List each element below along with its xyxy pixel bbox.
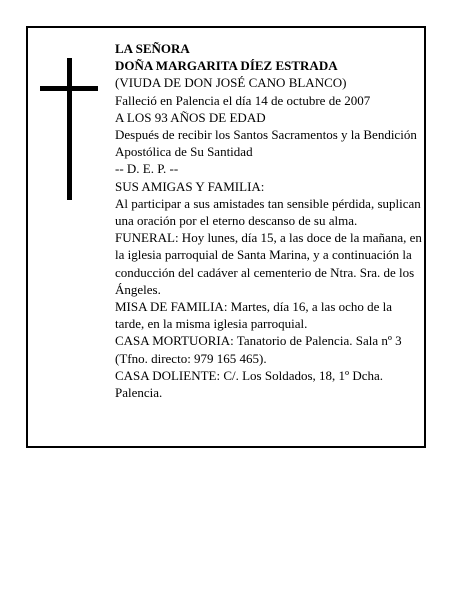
funeral-paragraph: FUNERAL: Hoy lunes, día 15, a las doce de la mañana, en la iglesia parroquial de Santa Marina, y a continuación la conducción del cadáver al cementerio de Ntra. Sra. de los Ángeles.: [115, 230, 422, 297]
obituary-text: [115, 40, 423, 401]
family-mass-paragraph: MISA DE FAMILIA: Martes, día 16, a las ocho de la tarde, en la misma iglesia parroquial.: [115, 299, 393, 332]
age-line: A LOS 93 AÑOS DE EDAD: [115, 109, 266, 125]
family-home-paragraph: CASA DOLIENTE: C/. Los Soldados, 18, 1º Dcha. Palencia.: [115, 367, 383, 401]
deceased-name: DOÑA MARGARITA DÍEZ ESTRADA: [115, 58, 338, 74]
cross-horizontal-bar: [40, 86, 98, 91]
rip-line: -- D. E. P. --: [115, 161, 179, 177]
death-line: Falleció en Palencia el día 14 de octubre de 2007: [115, 92, 371, 108]
funeral-home-paragraph: CASA MORTUORIA: Tanatorio de Palencia. Sala nº 3 (Tfno. directo: 979 165 465).: [115, 333, 402, 366]
cross-vertical-bar: [67, 58, 72, 200]
notice-title: LA SEÑORA: [115, 41, 190, 56]
request-paragraph: Al participar a sus amistades tan sensible pérdida, suplican una oración por el eterno descanso de su alma.: [115, 195, 421, 229]
obituary-notice: [26, 26, 426, 448]
sacraments-paragraph: Después de recibir los Santos Sacramentos y la Bendición Apostólica de Su Santidad: [115, 127, 417, 160]
widow-of-line: (VIUDA DE DON JOSÉ CANO BLANCO): [115, 75, 347, 91]
mourners-line: SUS AMIGAS Y FAMILIA:: [115, 178, 265, 194]
